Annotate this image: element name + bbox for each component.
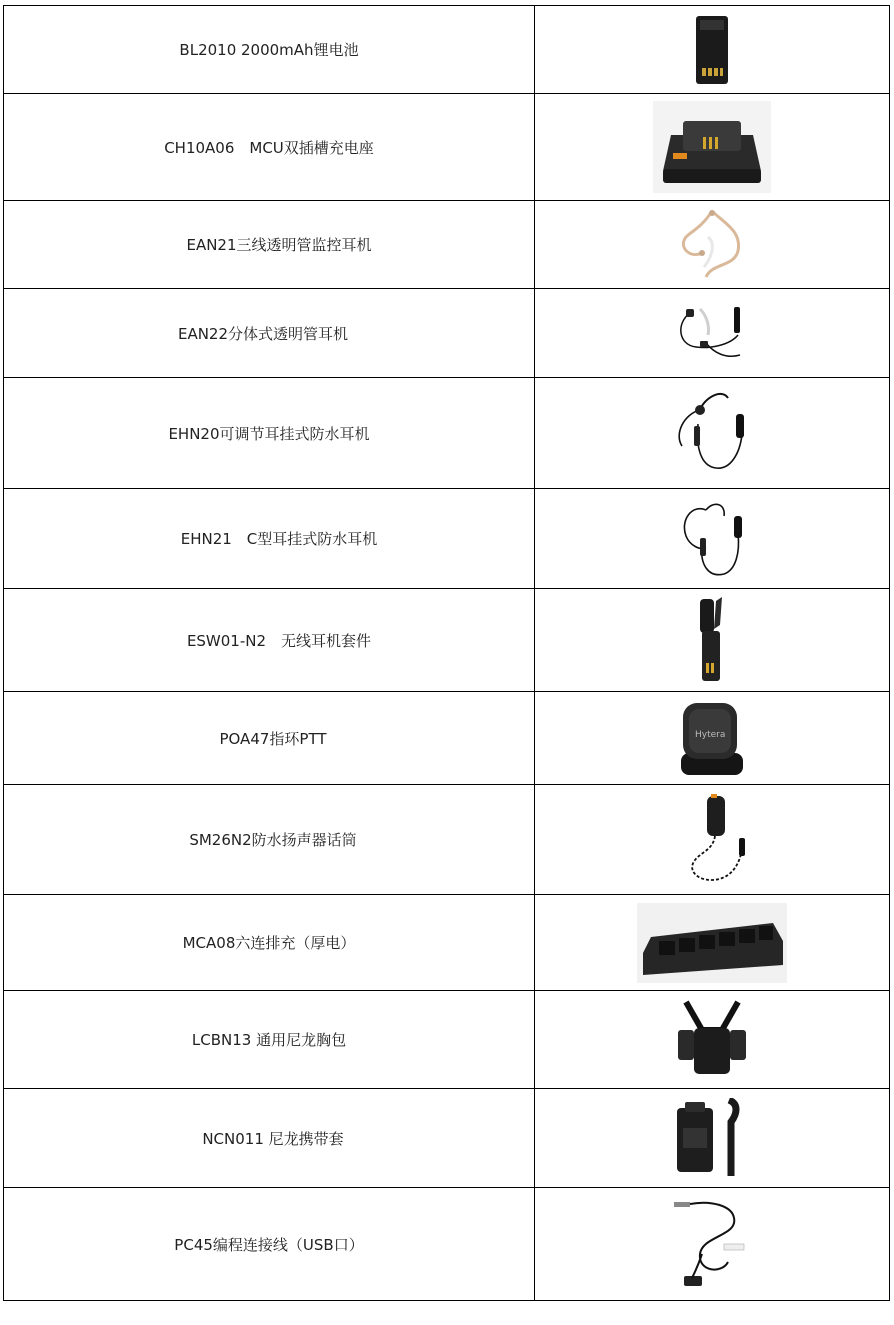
accessory-name-cell (4, 94, 535, 201)
table-row (4, 6, 890, 94)
split-earpiece-icon (670, 295, 754, 371)
speaker-mic-icon (667, 794, 757, 886)
table-row (4, 201, 890, 289)
table-row (4, 1089, 890, 1188)
accessory-image-cell (535, 94, 890, 201)
accessory-name: POA47指环PTT (219, 729, 327, 748)
six-unit-charger-icon (637, 903, 787, 983)
ear-hook-headset-icon (670, 384, 754, 482)
accessory-name: EAN22分体式透明管耳机 (177, 324, 349, 343)
table-row (4, 589, 890, 692)
accessory-image-cell (535, 6, 890, 94)
accessory-name: ESW01-N2 无线耳机套件 (186, 631, 372, 650)
c-hook-headset-icon (672, 494, 752, 584)
accessory-image-cell (535, 1089, 890, 1188)
table-row (4, 289, 890, 378)
accessory-name-cell (4, 785, 535, 895)
table-row (4, 94, 890, 201)
accessory-name-cell (4, 1188, 535, 1301)
svg-text:Hytera: Hytera (695, 730, 726, 740)
accessory-name-cell (4, 692, 535, 785)
nylon-case-icon (671, 1098, 753, 1178)
accessory-image-cell (535, 991, 890, 1089)
programming-cable-icon (672, 1196, 752, 1292)
accessory-image-cell (535, 489, 890, 589)
accessory-image-cell (535, 895, 890, 991)
table-row (4, 895, 890, 991)
table-row (4, 692, 890, 785)
accessory-name-cell (4, 378, 535, 489)
wireless-earpiece-kit-icon (692, 595, 732, 685)
accessory-name: SM26N2防水扬声器话筒 (189, 831, 357, 849)
table-row (4, 991, 890, 1089)
accessory-image-cell (535, 692, 890, 785)
table-row (4, 378, 890, 489)
dual-charger-icon (653, 101, 771, 193)
accessory-name-cell (4, 201, 535, 289)
accessory-name-cell (4, 991, 535, 1089)
accessory-name: EHN21 C型耳挂式防水耳机 (180, 530, 378, 548)
surveillance-earpiece-icon (672, 207, 752, 283)
accessory-image-cell (535, 785, 890, 895)
accessory-name-cell (4, 1089, 535, 1188)
accessory-name: PC45编程连接线（USB口） (174, 1235, 364, 1254)
table-row (4, 489, 890, 589)
accessory-name-cell (4, 289, 535, 378)
accessory-name: BL2010 2000mAh锂电池 (179, 41, 359, 59)
accessory-name: CH10A06 MCU双插槽充电座 (164, 138, 374, 157)
accessory-image-cell (535, 589, 890, 692)
accessory-name-cell (4, 6, 535, 94)
chest-pack-icon (672, 1000, 752, 1080)
accessory-table (3, 5, 890, 1301)
table-row (4, 785, 890, 895)
accessory-name: EAN21三线透明管监控耳机 (186, 236, 372, 254)
ring-ptt-icon (679, 697, 745, 779)
accessory-name: MCA08六连排充（厚电） (182, 934, 356, 952)
table-row (4, 1188, 890, 1301)
accessory-image-cell (535, 201, 890, 289)
accessory-image-cell (535, 289, 890, 378)
accessory-image-cell (535, 1188, 890, 1301)
accessory-name: EHN20可调节耳挂式防水耳机 (168, 424, 370, 443)
accessory-name: LCBN13 通用尼龙胸包 (191, 1031, 347, 1049)
accessory-name-cell (4, 489, 535, 589)
accessory-name-cell (4, 895, 535, 991)
accessory-image-cell (535, 378, 890, 489)
accessory-name-cell (4, 589, 535, 692)
battery-icon (692, 14, 732, 86)
accessory-name: NCN011 尼龙携带套 (202, 1129, 344, 1148)
